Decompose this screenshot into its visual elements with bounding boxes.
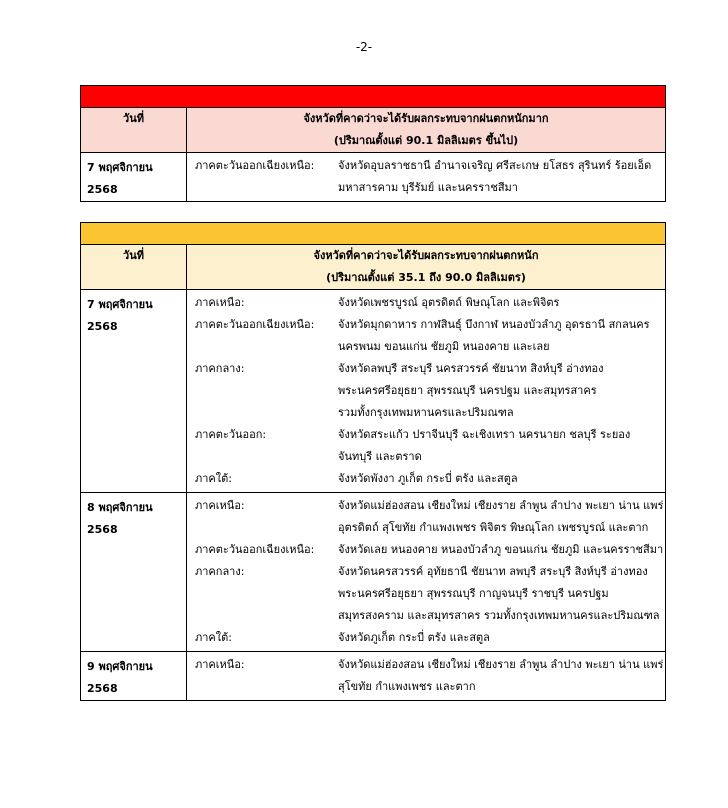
province-list: พระนครศรีอยุธยา สุพรรณบุรี กาญจนบุรี ราชบุรี นครปฐม [338,587,609,600]
province-line [187,424,665,446]
region-label [187,177,338,199]
region-label: ภาคตะวันออกเฉียงเหนือ: [195,543,315,556]
province-list: จังหวัดแม่ฮ่องสอน เชียงใหม่ เชียงราย ลำพูน ลำปาง พะเยา น่าน แพร่ [338,499,664,512]
province-line [187,292,665,314]
province-list: จังหวัดสระแก้ว ปราจีนบุรี ฉะเชิงเทรา นครนายก ชลบุรี ระยอง [338,428,631,441]
yellow-band [81,223,666,245]
province-list: มหาสารคาม บุรีรัมย์ และนครราชสีมา [338,181,518,194]
provinces-cell [187,493,666,652]
province-line [187,539,665,561]
heavy-rain-table [80,222,666,701]
table-row [81,290,666,493]
province-line [187,358,665,380]
header-subtitle: (ปริมาณตั้งแต่ 35.1 ถึง 90.0 มิลลิเมตร) [326,271,526,284]
page-number: -2- [355,40,373,54]
province-list: จังหวัดเลย หนองคาย หนองบัวลำภู ขอนแก่น ชัยภูมิ และนครราชสีมา [338,543,664,556]
region-label [187,336,338,358]
province-line [187,177,665,199]
header-title: จังหวัดที่คาดว่าจะได้รับผลกระทบจากฝนตกหนักมาก [303,112,549,125]
province-list: จังหวัดนครสวรรค์ อุทัยธานี ชัยนาท ลพบุรี สระบุรี สิงห์บุรี อ่างทอง [338,565,648,578]
region-label [187,517,338,539]
table-row [81,493,666,652]
table-row [81,153,666,202]
province-list: รวมทั้งกรุงเทพมหานครและปริมณฑล [338,406,514,419]
province-list: สมุทรสงคราม และสมุทรสาคร รวมทั้งกรุงเทพมหานครและปริมณฑล [338,609,660,622]
province-line [187,676,665,698]
province-line [187,446,665,468]
date-cell: 7 พฤศจิกายน 2568 [81,290,187,493]
province-line [187,155,665,177]
region-label: ภาคเหนือ: [195,658,245,671]
region-label [187,380,338,402]
province-line [187,380,665,402]
region-label: ภาคตะวันออกเฉียงเหนือ: [195,318,315,331]
date-column-header: วันที่ [81,245,187,290]
province-list: จังหวัดมุกดาหาร กาฬสินธุ์ บึงกาฬ หนองบัวลำภู อุดรธานี สกลนคร [338,318,650,331]
province-line [187,561,665,583]
region-label [187,583,338,605]
province-line [187,314,665,336]
province-line [187,336,665,358]
province-list: จันทบุรี และตราด [338,450,422,463]
province-line [187,468,665,490]
province-line [187,605,665,627]
region-label: ภาคใต้: [195,472,233,485]
table-body [81,153,666,202]
province-list: พระนครศรีอยุธยา สุพรรณบุรี นครปฐม และสมุทรสาคร [338,384,597,397]
date-cell: 9 พฤศจิกายน 2568 [81,652,187,701]
provinces-cell [187,290,666,493]
region-label: ภาคตะวันออก: [195,428,267,441]
region-label [187,605,338,627]
affected-provinces-header [187,108,666,153]
province-list: อุตรดิตถ์ สุโขทัย กำแพงเพชร พิจิตร พิษณุโลก เพชรบูรณ์ และตาก [338,521,649,534]
region-label [187,402,338,424]
table-body [81,290,666,701]
red-band [81,86,666,108]
province-line [187,627,665,649]
provinces-cell [187,652,666,701]
region-label [187,676,338,698]
province-list: จังหวัดภูเก็ต กระบี่ ตรัง และสตูล [338,631,490,644]
header-title: จังหวัดที่คาดว่าจะได้รับผลกระทบจากฝนตกหนัก [313,249,539,262]
region-label: ภาคเหนือ: [195,296,245,309]
region-label [187,446,338,468]
province-line [187,495,665,517]
date-column-header: วันที่ [81,108,187,153]
very-heavy-rain-table [80,85,666,202]
province-list: จังหวัดเพชรบูรณ์ อุตรดิตถ์ พิษณุโลก และพิจิตร [338,296,560,309]
region-label: ภาคกลาง: [195,565,245,578]
province-list: นครพนม ขอนแก่น ชัยภูมิ หนองคาย และเลย [338,340,550,353]
header-subtitle: (ปริมาณตั้งแต่ 90.1 มิลลิเมตร ขึ้นไป) [333,134,519,147]
table-row [81,652,666,701]
region-label: ภาคตะวันออกเฉียงเหนือ: [195,159,315,172]
region-label: ภาคกลาง: [195,362,245,375]
provinces-cell [187,153,666,202]
province-line [187,517,665,539]
table-header-row [81,245,666,290]
province-list: จังหวัดลพบุรี สระบุรี นครสวรรค์ ชัยนาท สิงห์บุรี อ่างทอง [338,362,604,375]
region-label: ภาคเหนือ: [195,499,245,512]
province-line [187,583,665,605]
province-list: สุโขทัย กำแพงเพชร และตาก [338,680,476,693]
region-label: ภาคใต้: [195,631,233,644]
table-header-row [81,108,666,153]
province-list: จังหวัดพังงา ภูเก็ต กระบี่ ตรัง และสตูล [338,472,518,485]
date-cell: 7 พฤศจิกายน 2568 [81,153,187,202]
province-line [187,402,665,424]
province-list: จังหวัดแม่ฮ่องสอน เชียงใหม่ เชียงราย ลำพูน ลำปาง พะเยา น่าน แพร่ [338,658,664,671]
province-line [187,654,665,676]
date-cell: 8 พฤศจิกายน 2568 [81,493,187,652]
affected-provinces-header [187,245,666,290]
province-list: จังหวัดอุบลราชธานี อำนาจเจริญ ศรีสะเกษ ยโสธร สุรินทร์ ร้อยเอ็ด [338,159,652,172]
